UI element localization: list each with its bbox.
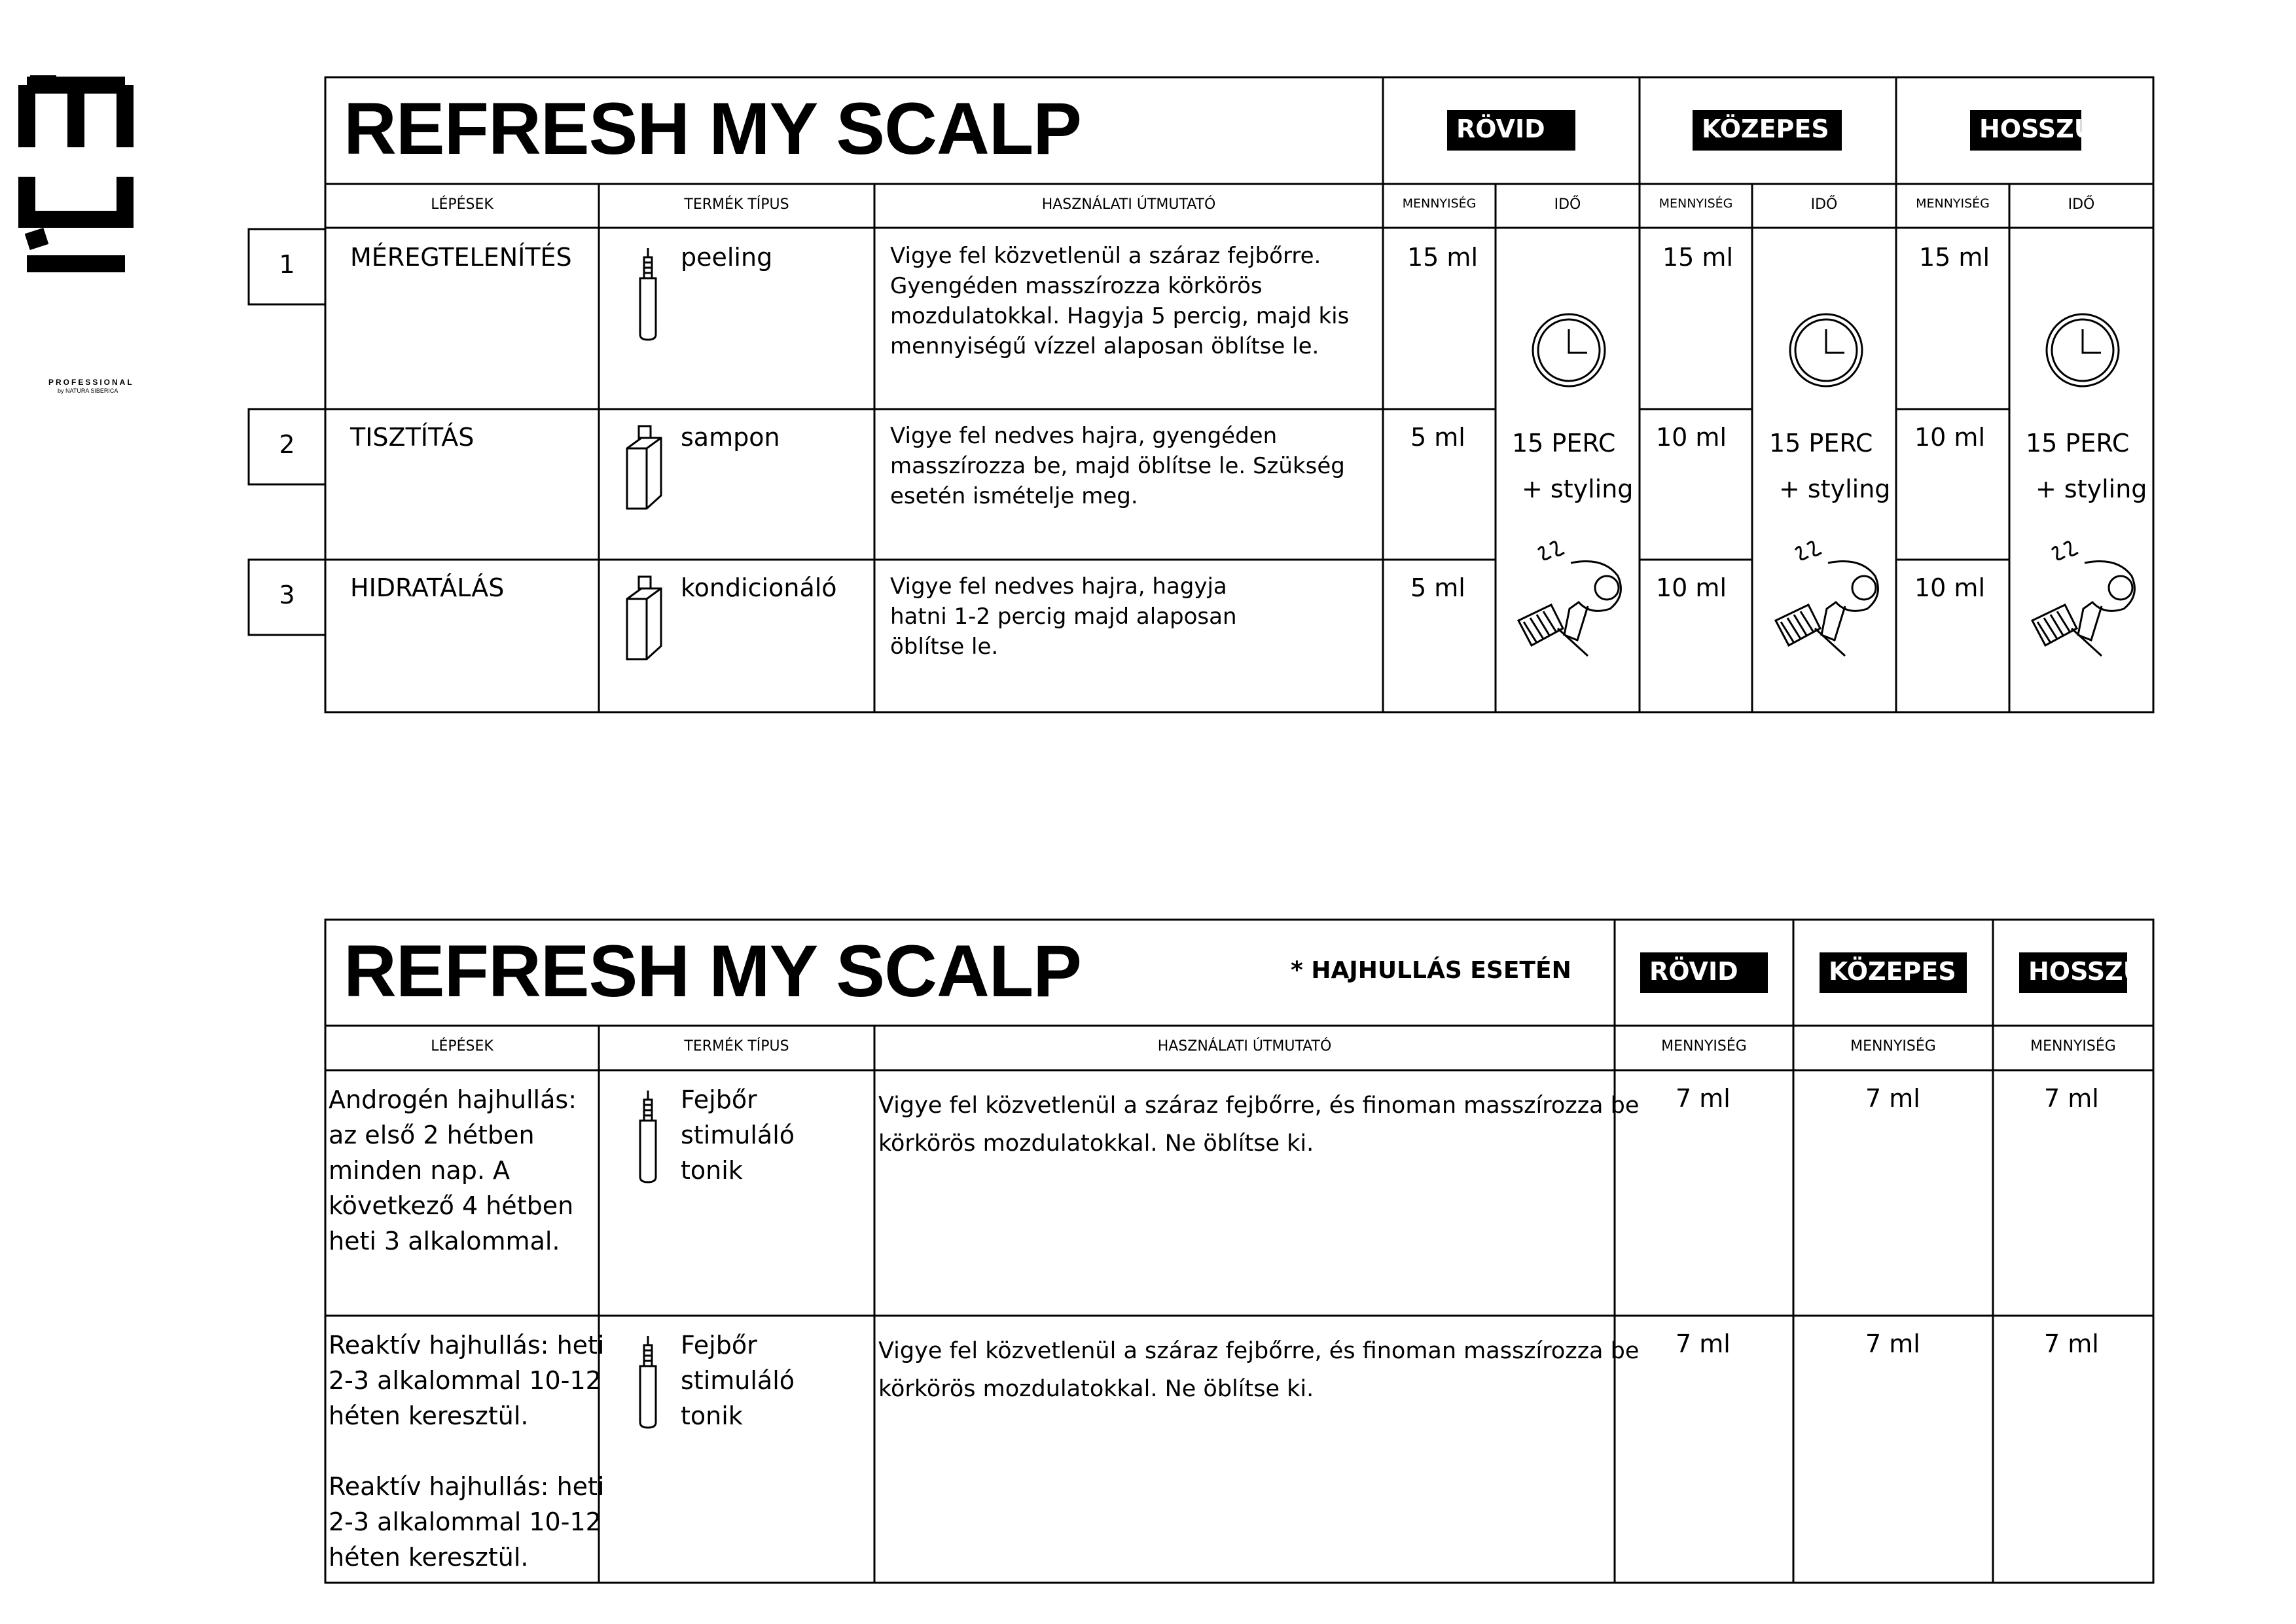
brand-sub-natura: by NATURA SIBERICA (58, 388, 118, 394)
hairdryer-brush-icon (1763, 537, 1893, 668)
clock-icon (1787, 311, 1865, 389)
table1-header-product: TERMÉK TÍPUS (684, 196, 789, 213)
amount-medium: 7 ml (1865, 1084, 1920, 1113)
table2-header-amount-short: MENNYISÉG (1661, 1038, 1747, 1055)
table1-header-instructions: HASZNÁLATI ÚTMUTATÓ (1041, 196, 1216, 213)
table1-header-time-medium: IDŐ (1810, 196, 1838, 213)
table1-header-time-short: IDŐ (1554, 196, 1581, 213)
instruction-text: Vigye fel közvetlenül a száraz fejbőrre, és finoman masszírozza be körkörös mozdulatokkal. Ne öblítse ki. (878, 1338, 1640, 1402)
product-type: sampon (681, 423, 780, 452)
time-value: 15 PERC (1769, 429, 1873, 458)
amount-medium: 10 ml (1656, 573, 1727, 602)
table2-header-product: TERMÉK TÍPUS (684, 1038, 789, 1055)
time-value: 15 PERC (1512, 429, 1616, 458)
product-type: Fejbőr stimuláló tonik (681, 1085, 795, 1185)
table2-note: * HAJHULLÁS ESETÉN (1291, 957, 1571, 984)
table1-header-amount-long: MENNYISÉG (1916, 196, 1990, 211)
amount-short: 5 ml (1410, 573, 1465, 602)
amount-medium: 15 ml (1662, 243, 1734, 272)
hairdryer-brush-icon (1505, 537, 1636, 668)
table1-tag-long: HOSSZÚ (1970, 110, 2081, 151)
table2-tag-long: HOSSZÚ (2019, 952, 2127, 993)
table2-header-instructions: HASZNÁLATI ÚTMUTATÓ (1157, 1038, 1332, 1055)
table1-header-amount-short: MENNYISÉG (1402, 196, 1477, 211)
table2-title: REFRESH MY SCALP (344, 930, 1081, 1012)
tube-icon (635, 1088, 661, 1185)
brand-sub-professional: PROFESSIONAL (48, 378, 134, 387)
amount-long: 10 ml (1914, 423, 1986, 452)
step-number: 2 (279, 430, 295, 459)
amount-short: 7 ml (1676, 1084, 1731, 1113)
table2-header-amount-long: MENNYISÉG (2030, 1038, 2116, 1055)
table1-header-time-long: IDŐ (2068, 196, 2095, 213)
styling-label: + styling (1522, 475, 1634, 503)
step-number: 3 (279, 581, 295, 609)
step-name: TISZTÍTÁS (350, 423, 475, 452)
table2-tag-medium: KÖZEPES (1820, 952, 1967, 993)
amount-short: 7 ml (1676, 1329, 1731, 1358)
shampoo-bottle-icon (622, 422, 668, 514)
step-name: HIDRATÁLÁS (350, 573, 505, 602)
table2-header-steps: LÉPÉSEK (431, 1038, 493, 1055)
table1-tag-short: RÖVID (1447, 110, 1575, 151)
product-type: kondicionáló (681, 573, 837, 602)
amount-long: 10 ml (1914, 573, 1986, 602)
clock-icon (2043, 311, 2122, 389)
table1-tag-medium: KÖZEPES (1693, 110, 1842, 151)
table1-header-amount-medium: MENNYISÉG (1659, 196, 1733, 211)
amount-short: 5 ml (1410, 423, 1465, 452)
hairdryer-brush-icon (2019, 537, 2150, 668)
styling-label: + styling (1779, 475, 1891, 503)
amount-medium: 7 ml (1865, 1329, 1920, 1358)
tube-icon (635, 1333, 661, 1430)
table1-title: REFRESH MY SCALP (344, 88, 1081, 170)
styling-label: + styling (2036, 475, 2147, 503)
instruction-text: Vigye fel közvetlenül a száraz fejbőrre, és finoman masszírozza be körkörös mozdulatokkal. Ne öblítse ki. (878, 1092, 1640, 1157)
conditioner-bottle-icon (622, 573, 668, 664)
amount-long: 7 ml (2044, 1084, 2099, 1113)
step-description: Androgén hajhullás: az első 2 hétben minden nap. A következő 4 hétben heti 3 alkalommal. (329, 1085, 577, 1255)
step-description: Reaktív hajhullás: heti 2-3 alkalommal 10-12 héten keresztül. Reaktív hajhullás: heti 2-3 alkalommal 10-12 héten keresztül. (329, 1331, 605, 1572)
product-type: peeling (681, 243, 773, 272)
amount-long: 15 ml (1919, 243, 1990, 272)
amount-long: 7 ml (2044, 1329, 2099, 1358)
instruction-text: Vigye fel nedves hajra, gyengéden masszírozza be, majd öblítse le. Szükség esetén ismételje meg. (890, 423, 1345, 509)
table1-header-steps: LÉPÉSEK (431, 196, 493, 213)
amount-short: 15 ml (1407, 243, 1479, 272)
product-type: Fejbőr stimuláló tonik (681, 1331, 795, 1430)
tube-icon (635, 245, 661, 342)
clock-icon (1530, 311, 1608, 389)
step-name: MÉREGTELENÍTÉS (350, 243, 572, 272)
time-value: 15 PERC (2026, 429, 2130, 458)
step-number: 1 (279, 250, 295, 279)
instruction-text: Vigye fel nedves hajra, hagyja hatni 1-2 percig majd alaposan öblítse le. (890, 573, 1237, 660)
amount-medium: 10 ml (1656, 423, 1727, 452)
table2-tag-short: RÖVID (1640, 952, 1768, 993)
table2-header-amount-medium: MENNYISÉG (1850, 1038, 1936, 1055)
instruction-text: Vigye fel közvetlenül a száraz fejbőrre. Gyengéden masszírozza körkörös mozdulatokkal. Hagyja 5 percig, majd kis mennyiségű vízzel alaposan öblítse le. (890, 243, 1350, 359)
